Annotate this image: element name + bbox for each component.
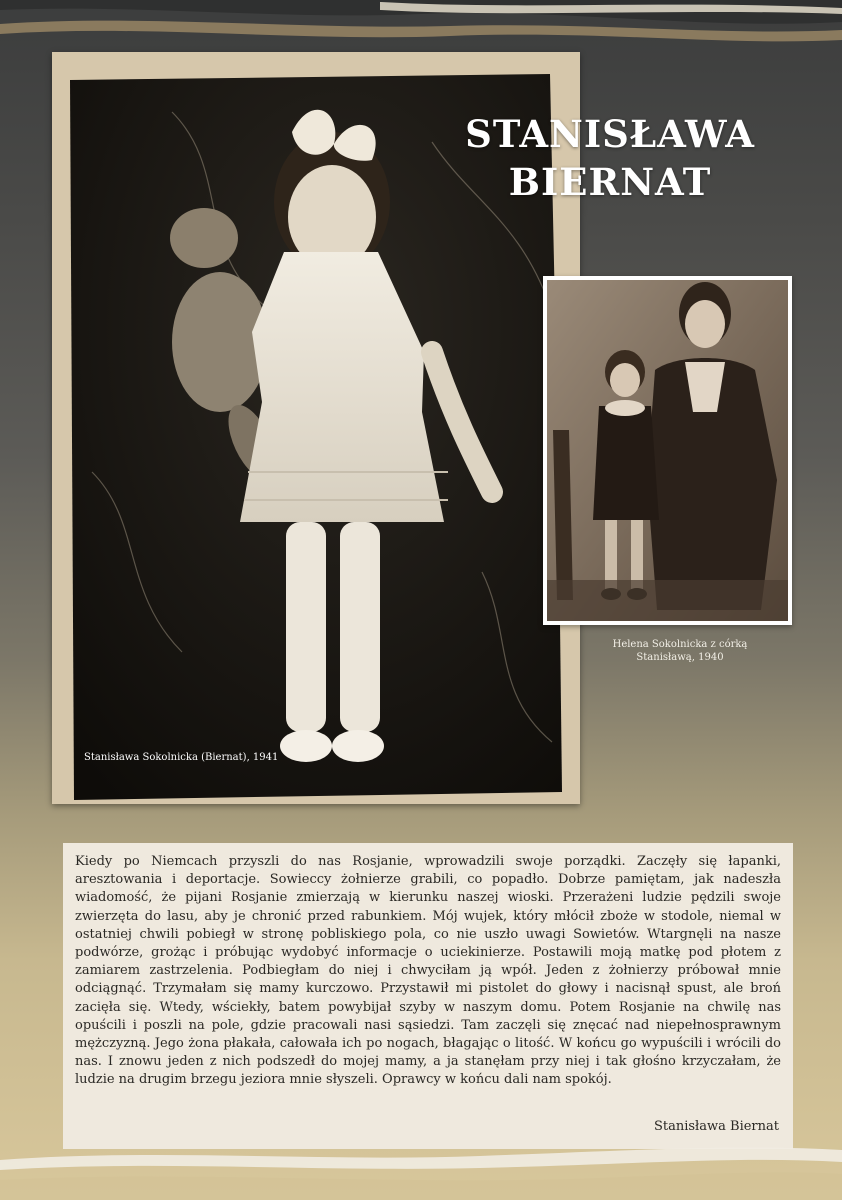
top-wave-decoration bbox=[0, 0, 842, 60]
bottom-wave-decoration bbox=[0, 1140, 842, 1200]
story-panel bbox=[63, 843, 793, 1149]
main-photo-caption: Stanisława Sokolnicka (Biernat), 1941 bbox=[84, 752, 279, 763]
side-photo-frame bbox=[543, 276, 792, 625]
title-line-surname: BIERNAT bbox=[508, 160, 712, 204]
mother-and-daughter-photo bbox=[547, 280, 788, 621]
title-line-first-name: STANISŁAWA bbox=[465, 112, 755, 156]
page-title bbox=[440, 110, 780, 206]
side-photo-caption bbox=[560, 638, 800, 664]
story-text: Kiedy po Niemcach przyszli do nas Rosjanie, wprowadzili swoje porządki. Zaczęły się łapanki, aresztowania i deportacje. Sowieccy żołnierze grabili, co popadło. Dobrze pamiętam, jak nadeszła wiadomość, że pijani Rosjanie zmierzają w kierunku naszej wioski. Przerażeni ludzie pędzili swoje zwierzęta do lasu, aby je chronić przed rabunkiem. Mój wujek, który młócił zboże w stodole, niemal w ostatniej chwili pobiegł w stronę pobliskiego pola, co nie uszło uwagi Sowietów. Wtargnęli na nasze podwórze, grożąc i próbując wydobyć informacje o uciekinierze. Postawili moją matkę pod płotem z zamiarem zastrzelenia. Podbiegłam do niej i chwyciłam ją wpół. Jeden z żołnierzy próbował mnie odciągnąć. Trzymałam się mamy kurczowo. Przystawił mi pistolet do głowy i nacisnął spust, ale broń zacięła się. Wtedy, wściekły, batem powybijał szyby w naszym domu. Potem Rosjanie na chwilę nas opuścili i poszli na pole, gdzie pracowali nasi sąsiedzi. Tam zaczęli się znęcać nad niepełnosprawnym mężczyzną. Jego żona płakała, całowała ich po nogach, błagając o litość. W końcu go wypuścili i wrócili do nas. I znowu jeden z nich podszedł do mojej mamy, a ja stanęłam przy niej i tak głośno krzyczałam, że ludzie na drugim brzegu jeziora mnie słyszeli. Oprawcy w końcu dali nam spokój. bbox=[75, 854, 781, 1088]
side-caption-line-1: Helena Sokolnicka z córką bbox=[612, 639, 748, 650]
side-caption-line-2: Stanisławą, 1940 bbox=[636, 652, 724, 663]
story-signature: Stanisława Biernat bbox=[653, 1119, 779, 1134]
